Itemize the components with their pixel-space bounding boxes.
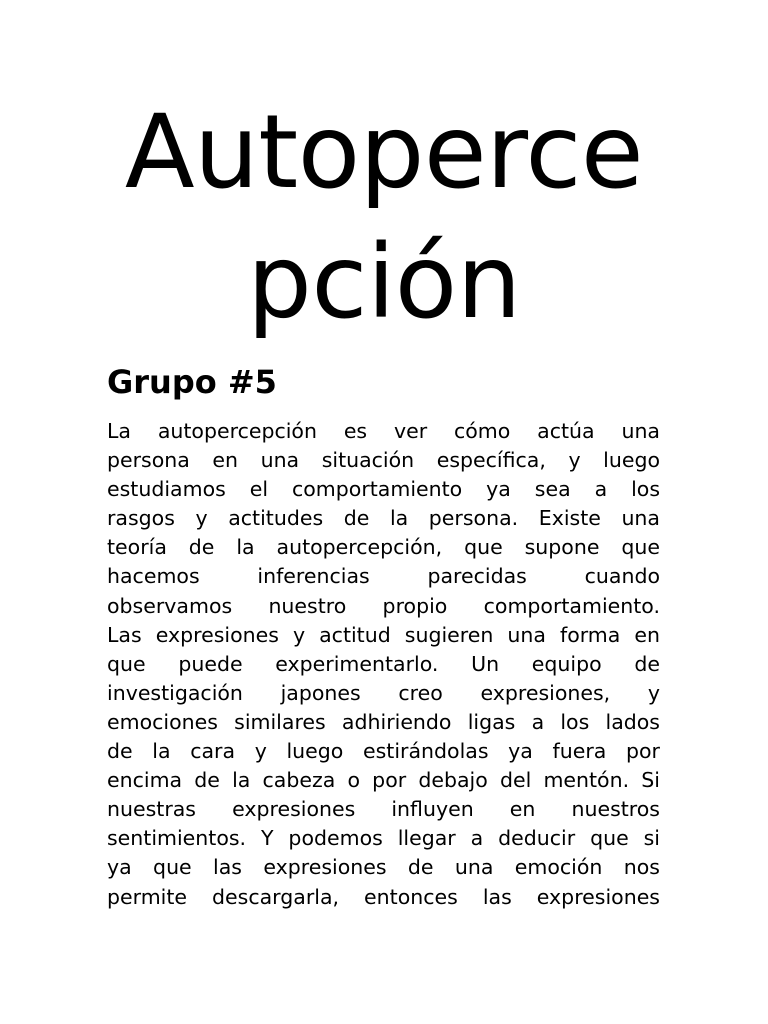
paragraph-line: teoría de la autopercepción, que supone que (107, 535, 660, 560)
paragraph-line: sentimientos. Y podemos llegar a deducir que si (107, 826, 660, 851)
paragraph-line: investigación japones creo expresiones, y (107, 680, 660, 705)
paragraph-line: ya que las expresiones de una emoción nos (107, 855, 660, 880)
paragraph-line: nuestras expresiones influyen en nuestros (107, 797, 660, 822)
paragraph-line: La autopercepción es ver cómo actúa una (107, 419, 660, 443)
title-line: pción (247, 223, 521, 342)
title-line: Autoperce (124, 93, 644, 212)
section-heading: Grupo #5 (107, 363, 277, 401)
paragraph-line: persona en una situación específica, y luego (107, 448, 660, 473)
paragraph-line: emociones similares adhiriendo ligas a los lados (107, 709, 660, 734)
paragraph-line: encima de la cabeza o por debajo del mentón. Si (107, 768, 660, 793)
paragraph-line: rasgos y actitudes de la persona. Existe una (107, 506, 660, 531)
paragraph-line: de la cara y luego estirándolas ya fuera por (107, 739, 660, 764)
paragraph-line: permite descargarla, entonces las expresiones (107, 884, 660, 909)
paragraph-line: Las expresiones y actitud sugieren una forma en (107, 622, 660, 647)
paragraph-line: observamos nuestro propio comportamiento. (107, 593, 660, 618)
paragraph-line: hacemos inferencias parecidas cuando (107, 564, 660, 589)
page-title (60, 88, 708, 348)
body-paragraph (107, 417, 660, 912)
paragraph-line: que puede experimentarlo. Un equipo de (107, 651, 660, 676)
paragraph-line: estudiamos el comportamiento ya sea a los (107, 477, 660, 502)
